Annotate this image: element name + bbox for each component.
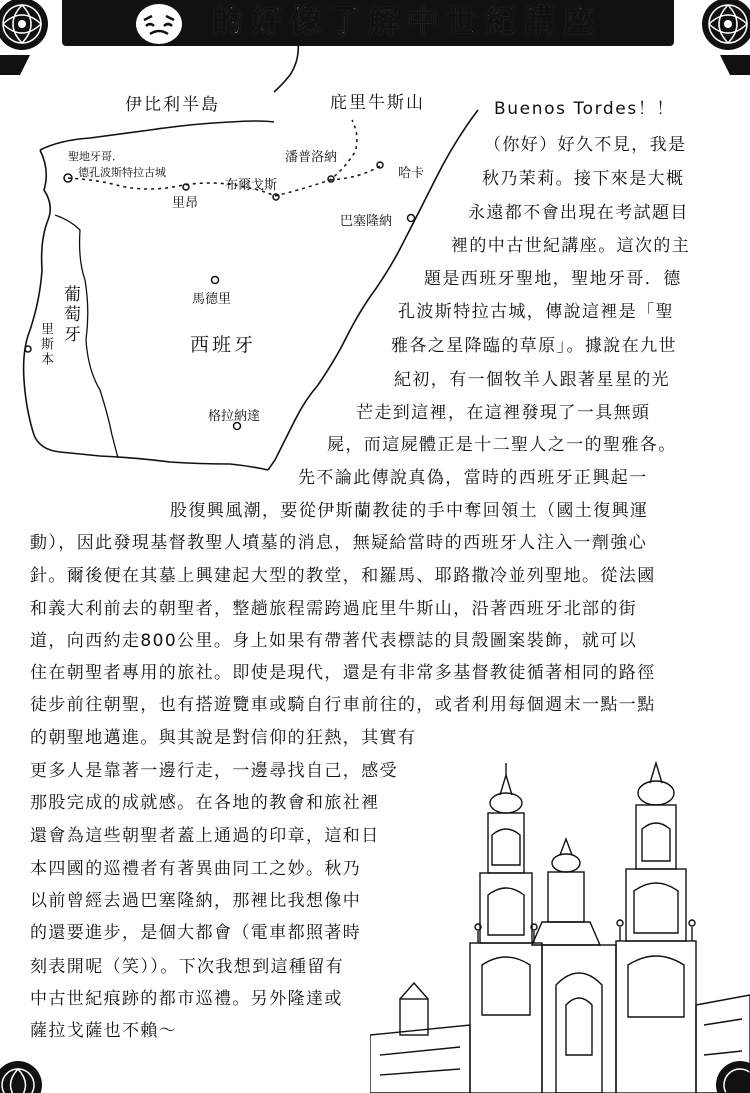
label-santiago-1: 聖地牙哥． bbox=[68, 150, 123, 163]
article-line: 永遠都不會出現在考試題目 bbox=[468, 203, 689, 223]
article-line: 雅各之星降臨的草原」。據說在九世 bbox=[391, 336, 677, 356]
article-line: 動），因此發現基督教聖人墳墓的消息，無疑給當時的西班牙人注入一劑強心 bbox=[30, 533, 648, 553]
article-line: 股復興風潮，要從伊斯蘭教徒的手中奪回領土（國土復興運 bbox=[170, 501, 649, 521]
article-line: 更多人是靠著一邊行走，一邊尋找自己，感受 bbox=[30, 761, 398, 781]
article-line: 裡的中古世紀講座。這次的主 bbox=[451, 236, 691, 256]
article-line: Buenos Tordes！！ bbox=[494, 99, 676, 119]
label-iberian-peninsula: 伊比利半島 bbox=[125, 95, 220, 115]
label-jaca: 哈卡 bbox=[398, 166, 425, 181]
corner-ornament-bottom-left-icon bbox=[0, 1043, 60, 1093]
label-pamplona: 潘普洛納 bbox=[285, 150, 338, 165]
label-portugal: 葡萄牙 bbox=[60, 285, 80, 345]
article-line: 中古世紀痕跡的都市巡禮。另外隆達或 bbox=[30, 989, 343, 1009]
article-line: 芒走到這裡，在這裡發現了一具無頭 bbox=[356, 403, 651, 423]
label-barcelona: 巴塞隆納 bbox=[340, 214, 393, 229]
label-lisbon: 里斯本 bbox=[38, 322, 53, 367]
article-line: 針。爾後便在其墓上興建起大型的教堂，和羅馬、耶路撒冷並列聖地。從法國 bbox=[30, 566, 656, 586]
corner-ornament-top-right-icon bbox=[680, 0, 750, 80]
article-line: 題是西班牙聖地，聖地牙哥．德 bbox=[424, 269, 682, 289]
page-title: 的好像了解中世紀講座 bbox=[212, 4, 602, 40]
label-spain: 西班牙 bbox=[190, 334, 257, 356]
article-line: 徒步前往朝聖，也有搭遊覽車或騎自行車前往的，或者利用每個週末一點一點 bbox=[30, 695, 656, 715]
article-line: 秋乃茉莉。接下來是大概 bbox=[482, 169, 685, 189]
label-leon: 里昂 bbox=[172, 196, 199, 211]
label-madrid: 馬德里 bbox=[192, 292, 232, 307]
article-line: 屍，而這屍體正是十二聖人之一的聖雅各。 bbox=[327, 435, 677, 455]
label-santiago-2: 德孔波斯特拉古城 bbox=[78, 166, 166, 179]
article-line: 那股完成的成就感。在各地的教會和旅社裡 bbox=[30, 793, 380, 813]
article-line: 紀初，有一個牧羊人跟著星星的光 bbox=[394, 370, 670, 390]
article-line: 和義大利前去的朝聖者，整趟旅程需跨過庇里牛斯山，沿著西班牙北部的街 bbox=[30, 599, 638, 619]
article-line: 薩拉戈薩也不賴～ bbox=[30, 1021, 178, 1041]
article-line: 本四國的巡禮者有著異曲同工之妙。秋乃 bbox=[30, 859, 362, 879]
label-burgos: 布爾戈斯 bbox=[225, 178, 278, 193]
article-line: 還會為這些朝聖者蓋上通過的印章，這和日 bbox=[30, 826, 380, 846]
article-line: 道，向西約走800公里。身上如果有帶著代表標誌的貝殼圖案裝飾，就可以 bbox=[30, 631, 638, 651]
label-pyrenees: 庇里牛斯山 bbox=[330, 93, 425, 113]
article-line: （你好）好久不見，我是 bbox=[484, 135, 687, 155]
article-line: 住在朝聖者專用的旅社。即使是現代，還是有非常多基督教徒循著相同的路徑 bbox=[30, 663, 656, 683]
article-line: 的朝聖地邁進。與其說是對信仰的狂熱，其實有 bbox=[30, 728, 417, 748]
article-line: 刻表開呢（笑））。下次我想到這種留有 bbox=[30, 957, 345, 977]
article-line: 先不論此傳說真偽，當時的西班牙正興起一 bbox=[298, 468, 648, 488]
article-line: 的還要進步，是個大都會（電車都照著時 bbox=[30, 923, 362, 943]
cathedral-illustration bbox=[370, 755, 750, 1093]
label-granada: 格拉納達 bbox=[208, 409, 261, 424]
article-line: 孔波斯特拉古城，傳說這裡是「聖 bbox=[398, 302, 674, 322]
article-line: 以前曾經去過巴塞隆納，那裡比我想像中 bbox=[30, 891, 362, 911]
